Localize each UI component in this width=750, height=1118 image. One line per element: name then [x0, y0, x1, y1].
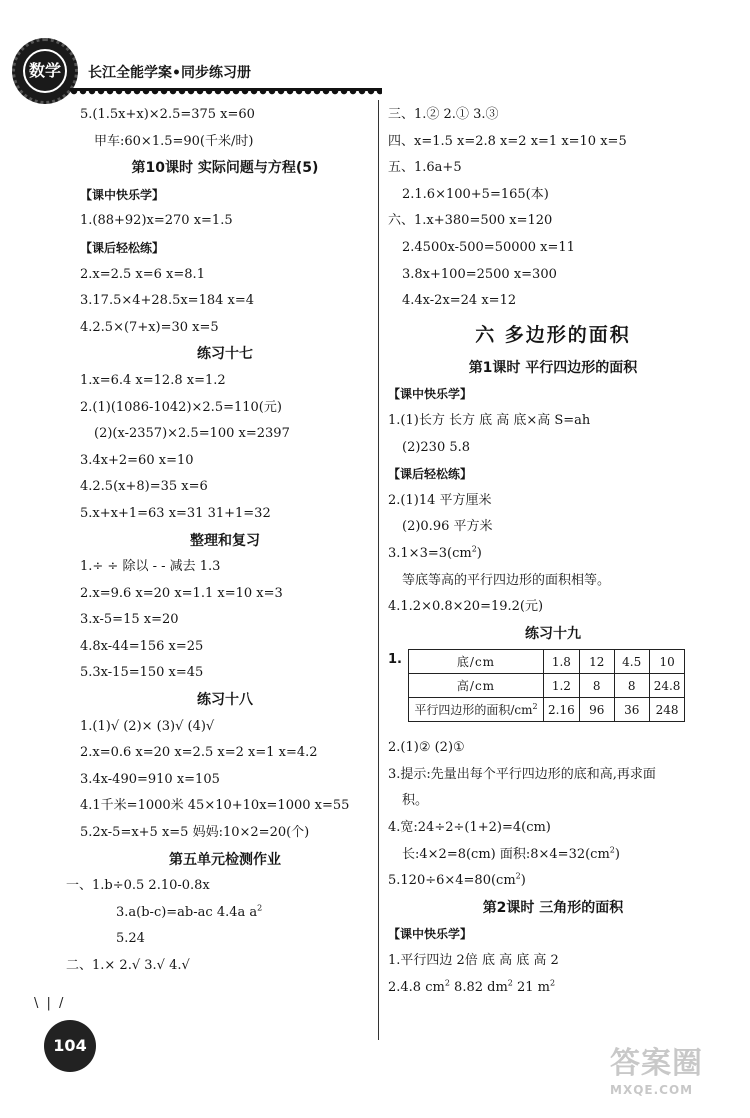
- answer-line: 4.8x-44=156 x=25: [80, 638, 204, 654]
- table-cell: 12: [579, 650, 614, 674]
- superscript: 2: [550, 978, 556, 988]
- page-number-decoration: \ | /: [34, 996, 66, 1011]
- review-heading: 整理和复习: [190, 532, 260, 549]
- answer-line: 1.x=6.4 x=12.8 x=1.2: [80, 372, 226, 388]
- answer-text: 3.a(b-c)=ab-ac 4.4a a: [116, 904, 258, 920]
- answer-text: ): [476, 545, 482, 561]
- answer-line: 4.2.5(x+8)=35 x=6: [80, 479, 208, 495]
- table-cell: 10: [649, 650, 685, 674]
- table-row: [409, 698, 685, 722]
- answer-line: 积。: [402, 793, 429, 809]
- answer-line: [388, 541, 718, 568]
- answer-line: [388, 842, 718, 869]
- answer-line: [388, 975, 718, 1002]
- table-cell: 248: [649, 698, 685, 722]
- lesson-heading: 第1课时 平行四边形的面积: [468, 359, 638, 376]
- subsection-heading: 【课后轻松练】: [388, 467, 473, 482]
- answer-line: 5.(1.5x+x)×2.5=375 x=60: [80, 107, 255, 122]
- table-cell: 36: [614, 698, 649, 722]
- subsection-heading: 【课中快乐学】: [388, 387, 473, 402]
- answer-line: 二、1.× 2.√ 3.√ 4.√: [66, 958, 190, 973]
- watermark: [610, 1045, 740, 1109]
- superscript: 2: [515, 871, 521, 881]
- unit-test-heading: 第五单元检测作业: [169, 851, 281, 868]
- answer-line: [80, 900, 370, 927]
- answer-line: 3.提示:先量出每个平行四边形的底和高,再求面: [388, 766, 656, 782]
- answer-line: 五、1.6a+5: [388, 160, 462, 176]
- answer-line: 2.x=0.6 x=20 x=2.5 x=2 x=1 x=4.2: [80, 745, 318, 761]
- answer-line: 4.1.2×0.8×20=19.2(元): [388, 599, 544, 615]
- answer-line: (2)0.96 平方米: [402, 519, 493, 535]
- row-header: [409, 698, 544, 722]
- answer-line: 2.x=2.5 x=6 x=8.1: [80, 266, 205, 282]
- table-cell: 8: [614, 674, 649, 698]
- answer-text: 长:4×2=8(cm) 面积:8×4=32(cm: [402, 846, 610, 862]
- lesson-heading: 第10课时 实际问题与方程(5): [131, 160, 319, 177]
- answer-text: 2.4.8 cm: [388, 979, 445, 995]
- answer-line: 4.4x-2x=24 x=12: [402, 293, 517, 309]
- answer-line: 六、1.x+380=500 x=120: [388, 213, 553, 229]
- answer-line: 三、1.② 2.① 3.③: [388, 107, 499, 122]
- answer-line: 1.平行四边 2倍 底 高 底 高 2: [388, 953, 559, 969]
- table-cell: 4.5: [614, 650, 649, 674]
- table-block: [388, 649, 718, 735]
- answer-line: 4.2.5×(7+x)=30 x=5: [80, 319, 219, 335]
- answer-line: 5.2x-5=x+5 x=5 妈妈:10×2=20(个): [80, 825, 310, 841]
- exercise-heading: 练习十八: [197, 692, 253, 709]
- superscript: 2: [257, 903, 263, 913]
- answer-line: 2.x=9.6 x=20 x=1.1 x=10 x=3: [80, 585, 283, 601]
- exercise-heading: 练习十七: [197, 346, 253, 363]
- answer-line: 3.4x+2=60 x=10: [80, 452, 194, 468]
- answer-line: (2)230 5.8: [402, 439, 471, 455]
- watermark-url: MXQE.COM: [610, 1083, 694, 1097]
- superscript: 2: [532, 702, 538, 712]
- answer-line: 2.4500x-500=50000 x=11: [402, 239, 575, 255]
- table-row: [409, 674, 685, 698]
- table-cell: 24.8: [649, 674, 685, 698]
- answer-line: 2.1.6×100+5=165(本): [402, 186, 549, 202]
- answer-line: 5.x+x+1=63 x=31 31+1=32: [80, 505, 271, 521]
- answer-line: 5.3x-15=150 x=45: [80, 665, 204, 681]
- answer-line: 1.(1)√ (2)× (3)√ (4)√: [80, 718, 215, 734]
- watermark-logo-text: 答案圈: [610, 1046, 703, 1081]
- right-column: [388, 102, 718, 1001]
- answer-line: 4.宽:24÷2÷(1+2)=4(cm): [388, 820, 551, 836]
- subsection-heading: 【课后轻松练】: [80, 240, 165, 255]
- answer-line: 一、1.b÷0.5 2.10-0.8x: [66, 878, 210, 894]
- answer-line: 3.x-5=15 x=20: [80, 612, 179, 628]
- superscript: 2: [507, 978, 513, 988]
- answer-line: (2)(x-2357)×2.5=100 x=2397: [94, 426, 290, 442]
- answer-line: 3.17.5×4+28.5x=184 x=4: [80, 293, 255, 309]
- answer-line: 5.24: [116, 931, 145, 947]
- answer-line: 3.4x-490=910 x=105: [80, 771, 220, 787]
- row-header-text: 平行四边形的面积/cm: [414, 703, 533, 718]
- superscript: 2: [444, 978, 450, 988]
- subject-badge-label: 数学: [23, 49, 67, 93]
- lesson-heading: 第2课时 三角形的面积: [482, 899, 624, 916]
- left-column: [66, 102, 370, 980]
- superscript: 2: [471, 544, 477, 554]
- subject-badge: [12, 38, 78, 104]
- answer-line: 1.(1)长方 长方 底 高 底×高 S=ah: [388, 412, 591, 428]
- chapter-title: 六 多边形的面积: [475, 323, 631, 346]
- answer-line: 1.(88+92)x=270 x=1.5: [80, 213, 233, 229]
- answer-line: 等底等高的平行四边形的面积相等。: [402, 572, 611, 588]
- answer-line: 1.÷ ÷ 除以 - - 减去 1.3: [80, 559, 221, 575]
- answer-line: 2.(1)② (2)①: [388, 740, 465, 756]
- answer-line: 3.8x+100=2500 x=300: [402, 266, 557, 282]
- answer-line: [388, 868, 718, 895]
- answer-text: ): [520, 873, 526, 889]
- column-divider: [378, 100, 379, 1040]
- table-cell: 2.16: [544, 698, 580, 722]
- answer-text: 8.82 dm: [449, 979, 508, 995]
- answer-line: 4.1千米=1000米 45×10+10x=1000 x=55: [80, 798, 350, 814]
- subsection-heading: 【课中快乐学】: [80, 187, 165, 202]
- exercise-heading: 练习十九: [525, 625, 581, 642]
- table-cell: 1.8: [544, 650, 580, 674]
- row-header: 高/cm: [409, 674, 544, 698]
- question-number: 1.: [388, 652, 402, 668]
- superscript: 2: [609, 845, 615, 855]
- answer-line: 2.(1)(1086-1042)×2.5=110(元): [80, 399, 282, 415]
- subsection-heading: 【课中快乐学】: [388, 927, 473, 942]
- answer-line: 2.(1)14 平方厘米: [388, 492, 492, 508]
- parallelogram-table: [408, 649, 685, 722]
- book-title: 长江全能学案•同步练习册: [88, 65, 251, 81]
- header-scallop-decoration: [70, 91, 382, 97]
- answer-text: 21 m: [512, 979, 551, 995]
- answer-line: 甲车:60×1.5=90(千米/时): [94, 133, 254, 149]
- table-cell: 1.2: [544, 674, 580, 698]
- answer-text: 3.1×3=3(cm: [388, 545, 472, 561]
- row-header: 底/cm: [409, 650, 544, 674]
- table-cell: 8: [579, 674, 614, 698]
- answer-text: 5.120÷6×4=80(cm: [388, 873, 516, 889]
- table-cell: 96: [579, 698, 614, 722]
- answer-line: 四、x=1.5 x=2.8 x=2 x=1 x=10 x=5: [388, 133, 627, 149]
- answer-text: ): [614, 846, 620, 862]
- page-number: 104: [44, 1020, 96, 1072]
- table-row: [409, 650, 685, 674]
